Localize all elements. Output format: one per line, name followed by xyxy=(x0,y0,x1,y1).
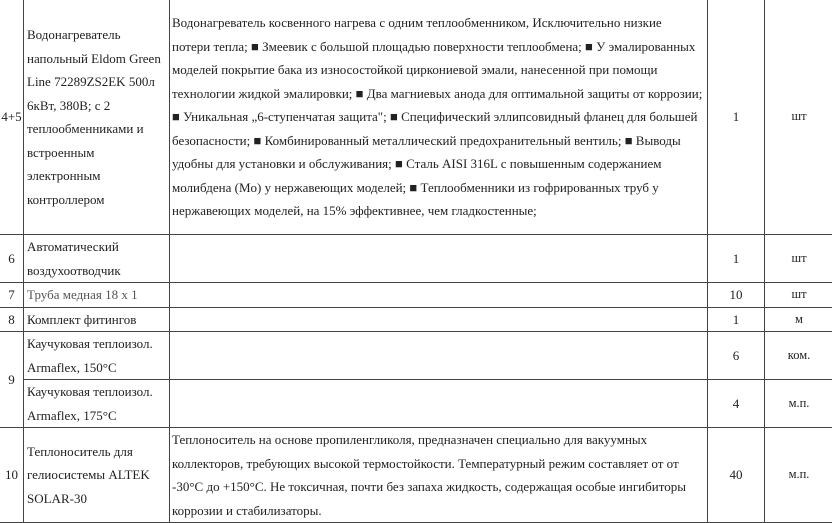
item-unit: шт xyxy=(765,235,832,283)
item-name: Теплоноситель для гелиосистемы ALTEK SOLAR-30 xyxy=(24,428,170,523)
table-row xyxy=(0,332,832,380)
row-number: 8 xyxy=(0,307,24,332)
item-unit: м xyxy=(765,307,832,332)
item-quantity: 4 xyxy=(708,380,765,428)
table-row xyxy=(0,235,832,283)
row-number: 4+5 xyxy=(0,0,24,235)
item-name: Водонагреватель напольный Eldom Green Line 72289ZS2EK 500л 6кВт, 380В; с 2 теплообменниками и встроенным электронным контроллером xyxy=(24,0,170,235)
item-quantity: 1 xyxy=(708,235,765,283)
item-name: Автоматический воздухоотводчик xyxy=(24,235,170,283)
item-description xyxy=(170,380,708,428)
item-name: Труба медная 18 х 1 xyxy=(24,283,170,308)
item-unit: шт xyxy=(765,283,832,308)
item-name: Каучуковая теплоизол. Armaflex, 175°С xyxy=(24,380,170,428)
item-description xyxy=(170,332,708,380)
table-row xyxy=(0,0,832,235)
item-description: Водонагреватель косвенного нагрева с одним теплообменником, Исключительно низкие потери тепла; ■ Змеевик с большой площадью поверхности теплообмена; ■ У эмалированных моделей покрытие бака из износостойкой циркониевой эмали, нанесенной при помощи технологии жидкой эмалировки; ■ Два магниевых анода для оптимальной защиты от коррозии; ■ Уникальная „6-ступенчатая защита"; ■ Специфический эллипсовидный фланец для большей безопасности; ■ Комбинированный металлический предохранительный вентиль; ■ Выводы удобны для установки и обслуживания; ■ Сталь AISI 316L с повышенным содержанием молибдена (Mo) у нержавеющих моделей; ■ Теплообменники из гофрированных труб у нержавеющих моделей, на 15% эффективнее, чем гладкостенные; xyxy=(170,0,708,235)
item-unit: шт xyxy=(765,0,832,235)
item-description xyxy=(170,307,708,332)
item-unit: ком. xyxy=(765,332,832,380)
row-number: 9 xyxy=(0,332,24,428)
row-number: 7 xyxy=(0,283,24,308)
table-row xyxy=(0,428,832,523)
table-row xyxy=(0,283,832,308)
item-description xyxy=(170,235,708,283)
item-quantity: 6 xyxy=(708,332,765,380)
item-quantity: 10 xyxy=(708,283,765,308)
item-name: Комплект фитингов xyxy=(24,307,170,332)
table-row xyxy=(0,307,832,332)
item-description xyxy=(170,283,708,308)
item-quantity: 1 xyxy=(708,307,765,332)
table-row xyxy=(0,380,832,428)
item-description: Теплоноситель на основе пропиленгликоля, предназначен специально для вакуумных коллекторов, требующих высокой термостойкости. Температурный режим составляет от от -30°С до +150°С. Не токсичная, почти без запаха жидкость, содержащая особые ингибиторы коррозии и стабилизаторы. xyxy=(170,428,708,523)
item-quantity: 40 xyxy=(708,428,765,523)
item-quantity: 1 xyxy=(708,0,765,235)
item-name: Каучуковая теплоизол. Armaflex, 150°С xyxy=(24,332,170,380)
row-number: 6 xyxy=(0,235,24,283)
item-unit: м.п. xyxy=(765,428,832,523)
row-number: 10 xyxy=(0,428,24,523)
item-unit: м.п. xyxy=(765,380,832,428)
